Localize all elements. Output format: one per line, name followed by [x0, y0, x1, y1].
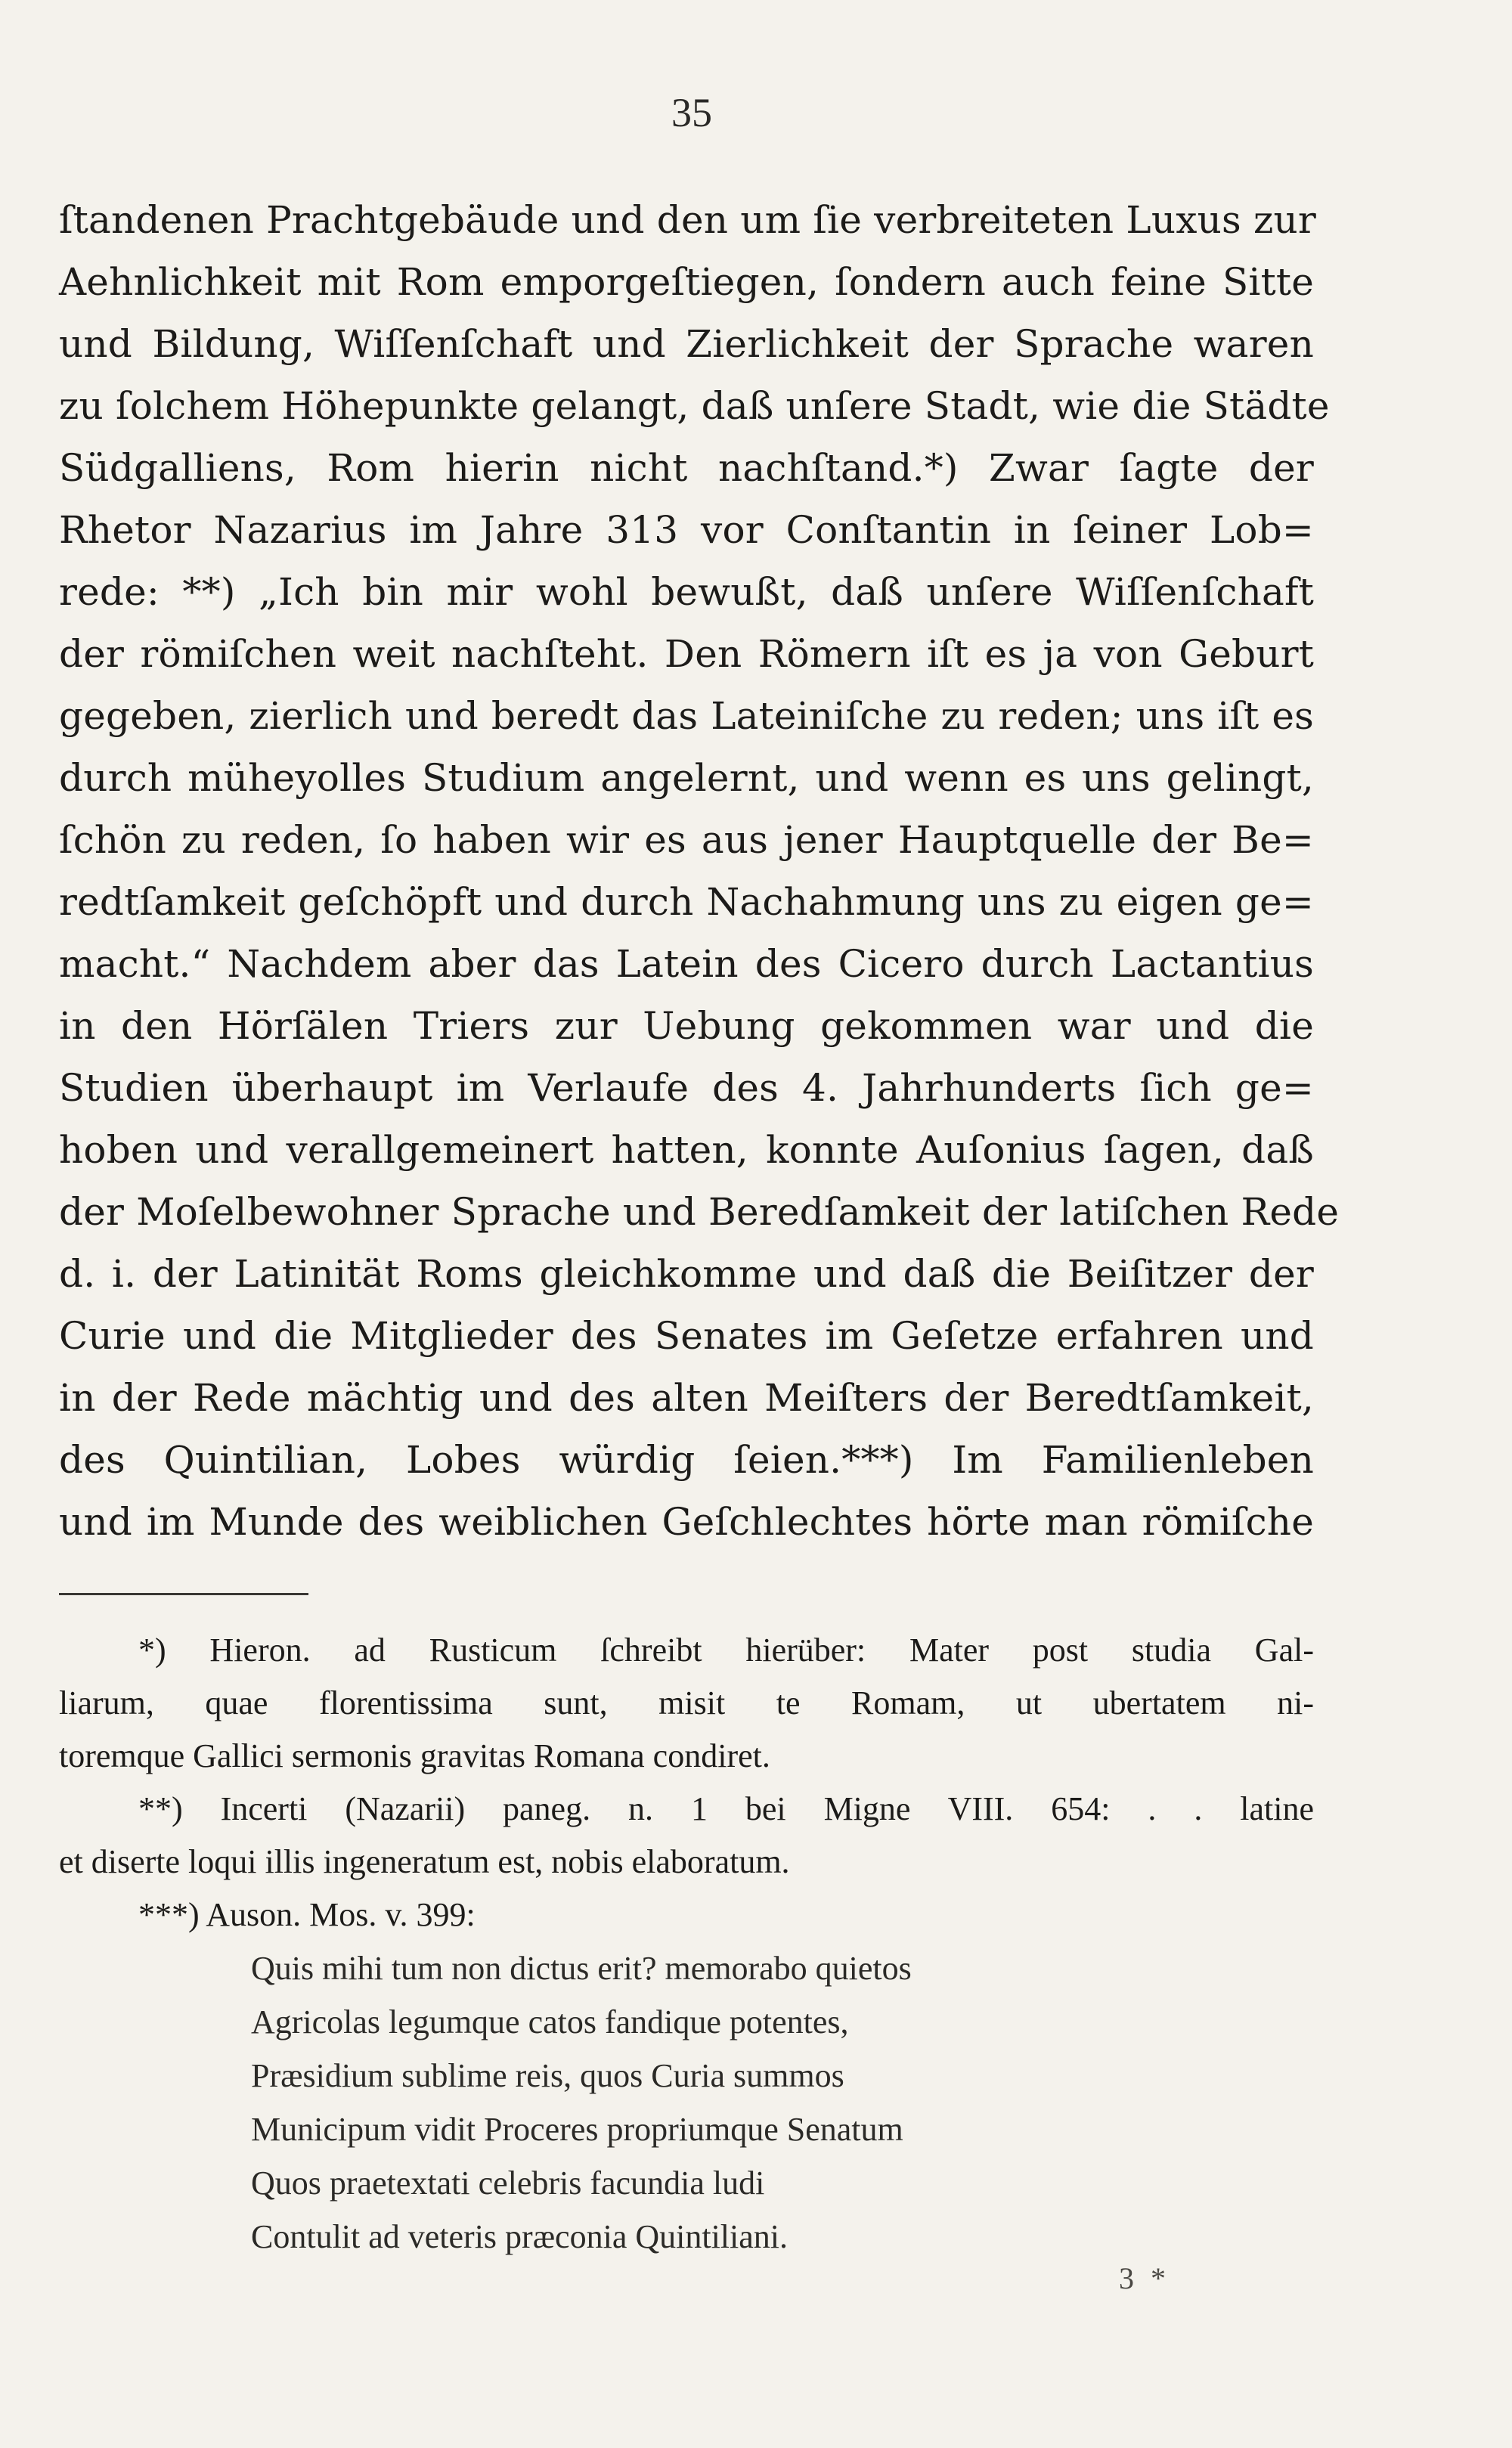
text-line: in der Rede mächtig und des alten Meiſters der Beredtſamkeit, [59, 1376, 1314, 1420]
poem-line: Quos praetextati celebris facundia ludi [251, 2164, 765, 2202]
text-line: rede: **) „Ich bin mir wohl bewußt, daß unſere Wiſſenſchaft [59, 570, 1314, 614]
text-line: Südgalliens, Rom hierin nicht nachſtand.*) Zwar ſagte der [59, 446, 1314, 490]
footnote-2-line: **) Incerti (Nazarii) paneg. n. 1 bei Migne VIII. 654: . . latine [138, 1790, 1314, 1827]
footnote-1-line: *) Hieron. ad Rusticum ſchreibt hierüber: Mater post studia Gal- [138, 1631, 1314, 1669]
footnote-2-line: et diserte loqui illis ingeneratum est, nobis elaboratum. [59, 1843, 790, 1880]
text-line: ſchön zu reden, ſo haben wir es aus jener Hauptquelle der Be= [59, 818, 1314, 862]
text-line: zu ſolchem Höhepunkte gelangt, daß unſere Stadt, wie die Städte [59, 384, 1330, 428]
poem-line: Agricolas legumque catos fandique potentes, [251, 2003, 849, 2041]
text-line: durch müheyolles Studium angelernt, und wenn es uns gelingt, [59, 756, 1314, 800]
poem-line: Quis mihi tum non dictus erit? memorabo quietos [251, 1950, 912, 1987]
poem-line: Municipum vidit Proceres propriumque Senatum [251, 2111, 903, 2148]
footnote-1-line: toremque Gallici sermonis gravitas Romana condiret. [59, 1737, 770, 1774]
footnote-1-line: liarum, quae florentissima sunt, misit te Romam, ut ubertatem ni- [59, 1684, 1314, 1721]
text-line: und Bildung, Wiſſenſchaft und Zierlichkeit der Sprache waren [59, 322, 1314, 366]
text-line: hoben und verallgemeinert hatten, konnte Auſonius ſagen, daß [59, 1128, 1314, 1172]
page-number: 35 [671, 90, 712, 135]
text-line: der Moſelbewohner Sprache und Beredſamkeit der latiſchen Rede [59, 1190, 1340, 1234]
text-line: Curie und die Mitglieder des Senates im Geſetze erfahren und [59, 1314, 1314, 1358]
text-line: der römiſchen weit nachſteht. Den Römern iſt es ja von Geburt [59, 632, 1314, 676]
text-line: Rhetor Nazarius im Jahre 313 vor Conſtantin in ſeiner Lob= [59, 508, 1314, 552]
text-line: in den Hörſälen Triers zur Uebung gekommen war und die [59, 1004, 1314, 1048]
text-line: Studien überhaupt im Verlaufe des 4. Jahrhunderts ſich ge= [59, 1066, 1314, 1110]
text-line: gegeben, zierlich und beredt das Lateiniſche zu reden; uns iſt es [59, 694, 1314, 738]
text-line: Aehnlichkeit mit Rom emporgeſtiegen, ſondern auch feine Sitte [59, 260, 1314, 304]
poem-line: Contulit ad veteris præconia Quintiliani. [251, 2218, 788, 2255]
main-text [59, 189, 1340, 1553]
text-line: d. i. der Latinität Roms gleichkomme und daß die Beiſitzer der [59, 1252, 1314, 1296]
text-line: ſtandenen Prachtgebäude und den um ſie verbreiteten Luxus zur [59, 198, 1317, 242]
text-line: macht.“ Nachdem aber das Latein des Cicero durch Lactantius [59, 942, 1314, 986]
footnote-divider [59, 1593, 308, 1595]
footnote-3-line: ***) Auson. Mos. v. 399: [138, 1896, 476, 1933]
text-line: redtſamkeit geſchöpft und durch Nachahmung uns zu eigen ge= [59, 880, 1314, 924]
footnotes [59, 1624, 1314, 1941]
quoted-poem [251, 1941, 1234, 2264]
text-line: des Quintilian, Lobes würdig ſeien.***) Im Familienleben [59, 1438, 1314, 1482]
printer-signature-mark: 3 * [1119, 2261, 1170, 2295]
poem-line: Præsidium sublime reis, quos Curia summos [251, 2057, 844, 2094]
text-line: und im Munde des weiblichen Geſchlechtes hörte man römiſche [59, 1500, 1314, 1544]
